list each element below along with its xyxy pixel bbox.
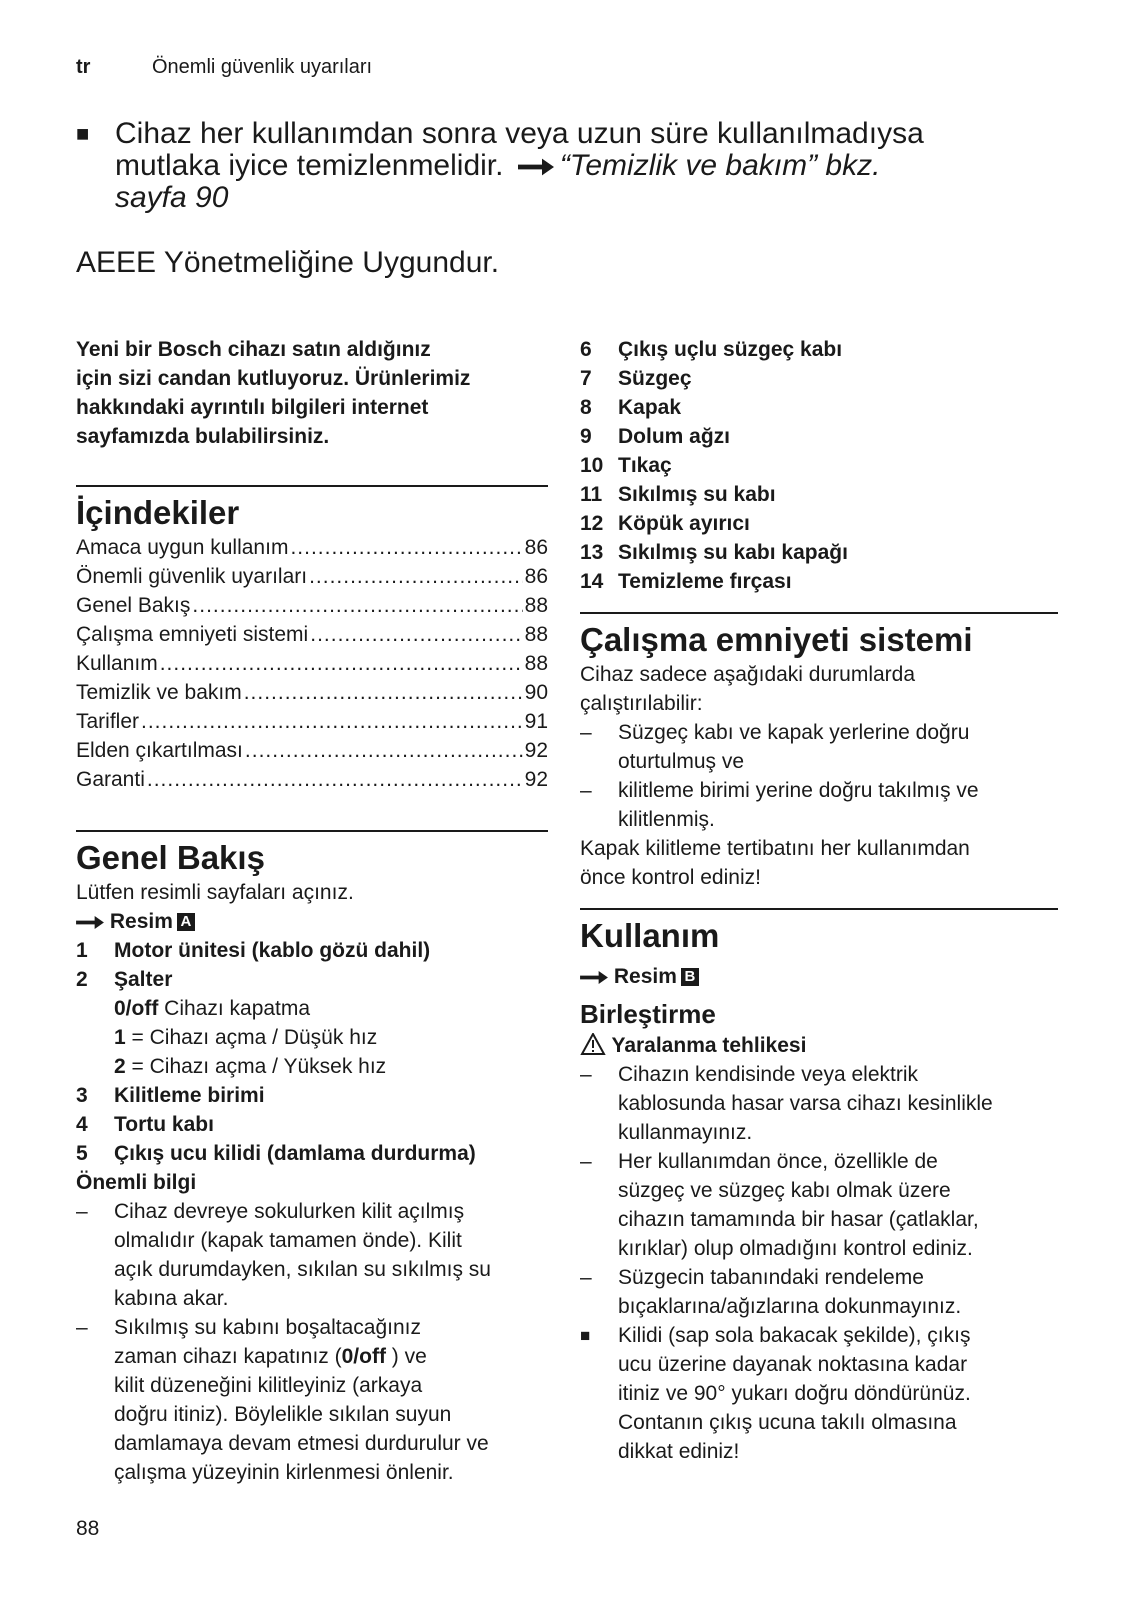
toc-entry[interactable] [76, 591, 548, 620]
usage-figure-ref[interactable]: Resim B [580, 962, 1058, 991]
item-number: 1 [76, 939, 88, 962]
item-text: Sıkılmış su kabı kapağı [618, 541, 848, 564]
switch-desc: = Cihazı açma / Düşük hız [125, 1026, 378, 1049]
toc-entry-page: 92 [524, 739, 548, 762]
toc-entry-label: Garanti [76, 768, 145, 791]
warning-item: – Her kullanımdan önce, özellikle de süzgeç ve süzgeç kabı olmak üzere cihazın tamamında bir hasar (çatlaklar, kırıklar) olup olmadığını kontrol ediniz. [580, 1150, 979, 1260]
welcome-text: Yeni bir Bosch cihazı satın aldığınız için sizi candan kutluyoruz. Ürünlerimiz hakkındaki ayrıntılı bilgileri internet sayfamızda bulabilirsiniz. [76, 338, 471, 448]
toc-entry-label: Genel Bakış [76, 594, 191, 617]
header-title: Önemli güvenlik uyarıları [152, 56, 373, 78]
overview-intro: Lütfen resimli sayfaları açınız. [76, 881, 354, 904]
switch-desc: Cihazı kapatma [158, 997, 311, 1020]
toc-leader-dots [290, 533, 522, 562]
item-text: Motor ünitesi (kablo gözü dahil) [114, 939, 431, 962]
item-text: Tortu kabı [114, 1113, 214, 1136]
item-text: Şalter [114, 968, 173, 991]
toc-leader-dots [141, 707, 523, 736]
list-item [76, 1110, 548, 1139]
list-item [580, 393, 1058, 422]
right-column: 6 Çıkış uçlu süzgeç kabı 7 Süzgeç 8 Kapak 9 Dolum ağzı 10 Tıkaç 11 Sıkılmış su kabı 12 Köpük ayırıcı 13 Sıkılmış su kabı kapağı 14 Temizleme fırçası Çalışma emniyeti sistemi Cihaz sadece aşağıdaki durumlarda çalıştırılabilir: – Süzgeç kabı ve kapak yerlerine doğru oturtulmuş ve – kilitleme birimi yerine doğru takılmış ve kilitlenmiş. Kapak kilitleme tertibatını her kullanımdan önce kontrol ediniz! Kullanım Resim B Birleştirme Yaralanma tehlikesi – Cihazın kendisinde veya elektrik kablosunda hasar varsa cihazı kesinlikle kullanmayınız. – Her kullanımdan önce, özellikle de süzgeç ve süzgeç kabı olmak üzere cihazın tamamında bir hasar (çatlaklar, kırıklar) olup olmadığını kontrol ediniz. – Süzgecin tabanındaki rendeleme bıçaklarına/ağızlarına dokunmayınız. ■ Kilidi (sap sola bakacak şekilde), çıkış ucu üzerine dayanak noktasına kadar itiniz ve 90° yukarı doğru döndürünüz. Contanın çıkış ucuna takılı olmasına dikkat ediniz! [580, 335, 1058, 1466]
safety-title: Çalışma emniyeti sistemi [580, 621, 973, 658]
assembly-subtitle: Birleştirme [580, 999, 716, 1029]
toc-entry-page: 86 [524, 536, 548, 559]
item-text: Tıkaç [618, 454, 672, 477]
toc-leader-dots [309, 562, 523, 591]
toc-leader-dots [244, 678, 523, 707]
warning-item: – Cihazın kendisinde veya elektrik kablosunda hasar varsa cihazı kesinlikle kullanmayınız. [580, 1063, 993, 1144]
item-number: 11 [580, 483, 603, 506]
toc-leader-dots [245, 736, 523, 765]
toc-entry[interactable] [76, 620, 548, 649]
list-item [580, 451, 1058, 480]
toc-entry[interactable] [76, 533, 548, 562]
item-text: Temizleme fırçası [618, 570, 792, 593]
list-item [580, 509, 1058, 538]
item-number: 8 [580, 396, 592, 419]
intro-line-1: Cihaz her kullanımdan sonra veya uzun süre kullanılmadıysa [115, 117, 924, 150]
switch-setting [114, 994, 548, 1023]
item-number: 9 [580, 425, 592, 448]
list-item [76, 936, 548, 965]
toc-entry-label: Çalışma emniyeti sistemi [76, 623, 309, 646]
warning-item: – Süzgecin tabanındaki rendeleme bıçaklarına/ağızlarına dokunmayınız. [580, 1266, 962, 1318]
arrow-right-icon [76, 916, 104, 929]
square-bullet-icon: ■ [76, 121, 90, 146]
toc-title: İçindekiler [76, 494, 240, 531]
arrow-right-icon [580, 971, 608, 984]
item-number: 12 [580, 512, 604, 535]
intro-line-2: mutlaka iyice temizlenmelidir. [115, 149, 504, 182]
overview-title: Genel Bakış [76, 839, 265, 876]
overview-figure-ref[interactable]: Resim A [76, 907, 548, 936]
item-text: Süzgeç [618, 367, 692, 390]
list-item [76, 1139, 548, 1168]
overview-parts-list [76, 1081, 548, 1168]
intro-reference[interactable]: “Temizlik ve bakım” bkz. [559, 149, 881, 182]
item-text: Dolum ağzı [618, 425, 731, 448]
divider [76, 485, 548, 487]
dash-bullet: – [76, 1200, 88, 1223]
toc-entry-label: Elden çıkartılması [76, 739, 243, 762]
item-text: Çıkış ucu kilidi (damlama durdurma) [114, 1142, 476, 1165]
aeee-compliance: AEEE Yönetmeliğine Uygundur. [76, 246, 500, 279]
toc-entry-page: 90 [524, 681, 548, 704]
switch-settings [76, 994, 548, 1081]
figure-letter-badge: B [681, 968, 699, 986]
item-number: 14 [580, 570, 604, 593]
toc-entry-page: 92 [524, 768, 548, 791]
toc-entry[interactable] [76, 562, 548, 591]
toc-leader-dots [147, 765, 523, 794]
note-title: Önemli bilgi [76, 1171, 197, 1194]
warning-icon [580, 1033, 606, 1055]
divider [580, 908, 1058, 910]
toc-entry-label: Tarifler [76, 710, 140, 733]
note-item: – Cihaz devreye sokulurken kilit açılmış olmalıdır (kapak tamamen önde). Kilit açık durumdayken, sıkılan su sıkılmış su kabına akar. [76, 1197, 548, 1313]
overview-parts-list [76, 936, 548, 994]
list-item [580, 480, 1058, 509]
item-number: 3 [76, 1084, 88, 1107]
switch-key: 2 [114, 1055, 126, 1078]
toc-entry-page: 88 [524, 594, 548, 617]
safety-condition: – Süzgeç kabı ve kapak yerlerine doğru oturtulmuş ve [580, 721, 970, 773]
instruction-item: ■ Kilidi (sap sola bakacak şekilde), çıkış ucu üzerine dayanak noktasına kadar itiniz ve 90° yukarı doğru döndürünüz. Contanın çıkış ucuna takılı olmasına dikkat ediniz! [580, 1321, 1058, 1466]
table-of-contents [76, 533, 548, 794]
item-text: Çıkış uçlu süzgeç kabı [618, 338, 843, 361]
arrow-right-icon [518, 158, 554, 176]
list-item [76, 965, 548, 994]
toc-entry[interactable] [76, 736, 548, 765]
switch-key: 1 [114, 1026, 126, 1049]
switch-desc: = Cihazı açma / Yüksek hız [125, 1055, 387, 1078]
safety-condition: – kilitleme birimi yerine doğru takılmış ve kilitlenmiş. [580, 779, 979, 831]
toc-entry-page: 91 [524, 710, 548, 733]
item-text: Köpük ayırıcı [618, 512, 750, 535]
page-number: 88 [76, 1517, 100, 1540]
item-text: Kilitleme birimi [114, 1084, 265, 1107]
item-number: 10 [580, 454, 604, 477]
toc-leader-dots [192, 591, 522, 620]
divider [580, 612, 1058, 614]
figure-letter-badge: A [177, 913, 195, 931]
note-item: – Sıkılmış su kabını boşaltacağınız zaman cihazı kapatınız (0/off ) ve kilit düzeneğini kilitleyiniz (arkaya doğru itiniz). Böylelikle sıkılan suyun damlamaya devam etmesi durdurulur ve çalışma yüzeyinin kirlenmesi önlenir. [76, 1313, 548, 1487]
item-text: Sıkılmış su kabı [618, 483, 776, 506]
item-number: 6 [580, 338, 592, 361]
toc-leader-dots [160, 649, 523, 678]
list-item [580, 567, 1058, 596]
toc-entry-page: 88 [524, 652, 548, 675]
toc-entry[interactable] [76, 649, 548, 678]
toc-entry-page: 86 [524, 565, 548, 588]
divider [76, 830, 548, 832]
left-column [76, 335, 548, 1487]
switch-key: 0/off [114, 997, 159, 1020]
switch-setting [114, 1052, 548, 1081]
item-text: Kapak [618, 396, 682, 419]
square-bullet-icon: ■ [580, 1326, 591, 1345]
toc-entry-page: 88 [524, 623, 548, 646]
switch-setting [114, 1023, 548, 1052]
toc-entry-label: Temizlik ve bakım [76, 681, 242, 704]
toc-entry[interactable] [76, 765, 548, 794]
item-number: 7 [580, 367, 592, 390]
dash-bullet: – [76, 1316, 88, 1339]
parts-list [580, 335, 1058, 596]
list-item [76, 1081, 548, 1110]
item-number: 13 [580, 541, 604, 564]
injury-warning: Yaralanma tehlikesi [580, 1031, 1058, 1060]
toc-entry-label: Önemli güvenlik uyarıları [76, 565, 308, 588]
item-number: 5 [76, 1142, 88, 1165]
item-number: 2 [76, 968, 88, 991]
header-language: tr [76, 56, 91, 78]
list-item [580, 335, 1058, 364]
intro-notice [76, 118, 1076, 214]
list-item [580, 364, 1058, 393]
toc-entry-label: Amaca uygun kullanım [76, 536, 289, 559]
toc-entry-label: Kullanım [76, 652, 158, 675]
toc-entry[interactable] [76, 678, 548, 707]
toc-leader-dots [310, 620, 522, 649]
item-number: 4 [76, 1113, 88, 1136]
list-item [580, 422, 1058, 451]
intro-reference-page[interactable]: sayfa 90 [115, 181, 229, 214]
toc-entry[interactable] [76, 707, 548, 736]
list-item [580, 538, 1058, 567]
usage-title: Kullanım [580, 917, 720, 954]
